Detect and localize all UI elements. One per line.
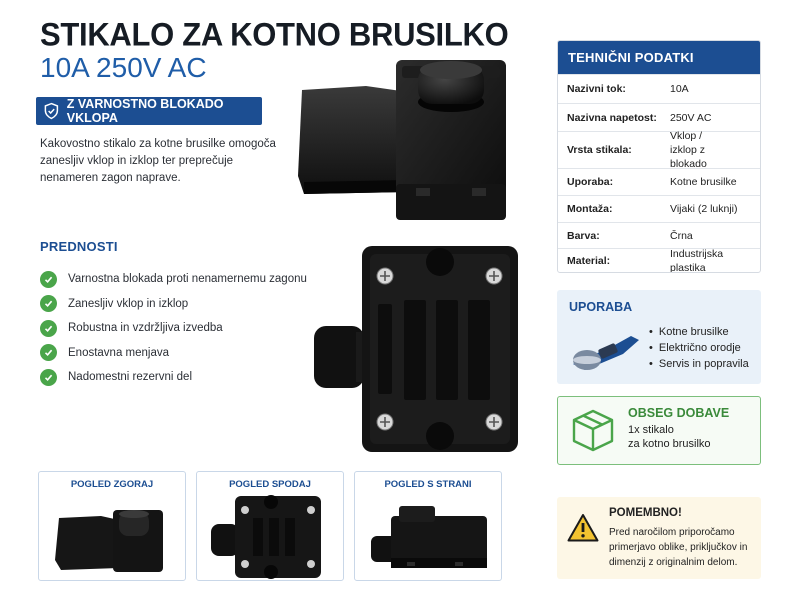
table-row bbox=[558, 168, 760, 195]
benefit-label: Nadomestni rezervni del bbox=[68, 371, 193, 384]
list-item bbox=[40, 341, 307, 366]
safety-badge bbox=[36, 97, 262, 125]
spec-key: Nazivna napetost: bbox=[567, 111, 657, 124]
switch-side-view-image bbox=[355, 492, 503, 580]
table-row bbox=[558, 248, 760, 273]
switch-top-view-image bbox=[39, 492, 187, 580]
benefit-label: Robustna in vzdržljiva izvedba bbox=[68, 322, 223, 335]
important-note-title: POMEMBNO! bbox=[609, 507, 682, 519]
view-label: POGLED S STRANI bbox=[384, 479, 472, 490]
table-row bbox=[558, 195, 760, 222]
spec-value: 250V AC bbox=[670, 111, 712, 124]
view-card-side bbox=[354, 471, 502, 581]
list-item: • Servis in popravila bbox=[649, 356, 749, 372]
usage-title: UPORABA bbox=[569, 300, 633, 314]
delivery-scope-line-1: 1x stikalo bbox=[628, 424, 674, 436]
check-icon bbox=[40, 271, 57, 288]
shield-check-icon bbox=[44, 102, 59, 120]
table-row bbox=[558, 222, 760, 248]
switch-bottom-image bbox=[312, 240, 520, 460]
spec-value: Kotne brusilke bbox=[670, 176, 737, 188]
spec-value: Industrijska plastika bbox=[670, 248, 724, 273]
spec-key: Montaža: bbox=[567, 203, 613, 215]
view-card-bottom bbox=[196, 471, 344, 581]
intro-text: Kakovostno stikalo za kotne brusilke omogoča zanesljiv vklop in izklop ter preprečuje nenameren zagon naprave. bbox=[40, 138, 276, 184]
list-item bbox=[40, 267, 307, 292]
list-item bbox=[40, 292, 307, 317]
switch-bottom-view-image bbox=[197, 492, 345, 580]
view-card-top bbox=[38, 471, 186, 581]
benefits-title: PREDNOSTI bbox=[40, 239, 118, 254]
tech-specs-table bbox=[557, 40, 761, 273]
benefits-list bbox=[40, 267, 307, 390]
benefit-label: Enostavna menjava bbox=[68, 346, 170, 359]
check-icon bbox=[40, 295, 57, 312]
warning-icon bbox=[567, 513, 599, 543]
spec-key: Vrsta stikala: bbox=[567, 144, 632, 156]
spec-value: 10A bbox=[670, 83, 689, 95]
spec-value: Vklop / izklop z blokado bbox=[670, 130, 707, 170]
check-icon bbox=[40, 320, 57, 337]
list-item bbox=[40, 365, 307, 390]
package-icon bbox=[570, 407, 616, 453]
table-row bbox=[558, 74, 760, 103]
list-item: • Električno orodje bbox=[649, 340, 749, 356]
tech-specs-title: TEHNIČNI PODATKI bbox=[558, 41, 760, 74]
view-label: POGLED SPODAJ bbox=[229, 479, 311, 490]
table-row bbox=[558, 103, 760, 131]
delivery-scope-title: OBSEG DOBAVE bbox=[628, 406, 730, 420]
list-item: • Kotne brusilke bbox=[649, 324, 749, 340]
benefit-label: Zanesljiv vklop in izklop bbox=[68, 297, 189, 310]
important-note-text: Pred naročilom priporočamo primerjavo oblike, priključkov in dimenzij z originalnim delom. bbox=[609, 527, 748, 568]
view-label: POGLED ZGORAJ bbox=[70, 479, 154, 490]
page-title: STIKALO ZA KOTNO BRUSILKO bbox=[40, 16, 509, 54]
list-item bbox=[40, 316, 307, 341]
page-subtitle: 10A 250V AC bbox=[40, 52, 207, 83]
spec-value: Vijaki (2 luknji) bbox=[670, 203, 738, 215]
benefit-label: Varnostna blokada proti nenamernemu zagonu bbox=[68, 273, 307, 286]
check-icon bbox=[40, 369, 57, 386]
spec-key: Uporaba: bbox=[567, 176, 614, 188]
angle-grinder-icon bbox=[569, 324, 645, 374]
delivery-scope-line-2: za kotno brusilko bbox=[628, 438, 711, 450]
safety-badge-label: Z VARNOSTNO BLOKADO VKLOPA bbox=[66, 97, 224, 125]
table-row bbox=[558, 131, 760, 168]
spec-key: Barva: bbox=[567, 229, 600, 242]
spec-value: Črna bbox=[670, 229, 693, 242]
spec-key: Nazivni tok: bbox=[567, 83, 626, 95]
check-icon bbox=[40, 344, 57, 361]
switch-top-image bbox=[296, 52, 518, 228]
usage-panel bbox=[557, 290, 761, 384]
spec-key: Material: bbox=[567, 255, 611, 267]
important-note-panel bbox=[557, 497, 761, 579]
delivery-scope-panel bbox=[557, 396, 761, 465]
